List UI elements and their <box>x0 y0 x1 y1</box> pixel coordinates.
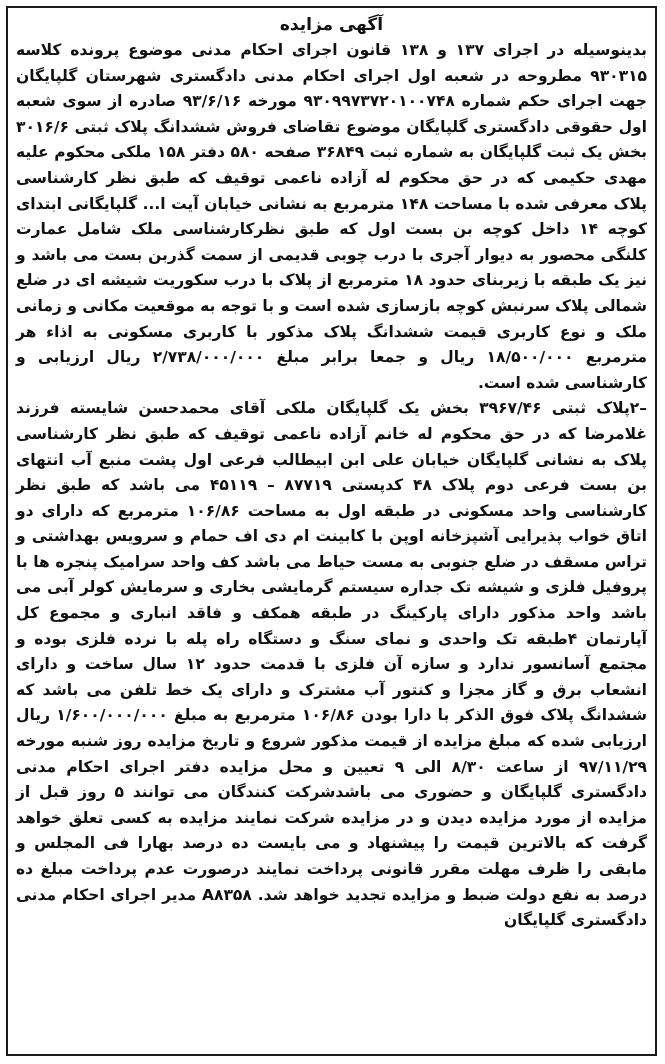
notice-paragraph-1: بدینوسیله در اجرای ۱۳۷ و ۱۳۸ قانون اجرای احکام مدنی موضوع پرونده کلاسه ۹۳۰۳۱۵ مطروحه در شعبه اول اجرای احکام مدنی دادگستری شهرستان گلپایگان جهت اجرای حکم شماره ۹۳۰۹۹۷۳۷۲۰۱۰۰۷۴۸ مورخه ۹۳/۶/۱۶ صادره از سوی شعبه اول حقوقی دادگستری گلپایگان موضوع تقاضای فروش ششدانگ پلاک ثبتی ۳۰۱۶/۶ بخش یک ثبت گلپایگان به شماره ثبت ۳۶۸۴۹ صفحه ۵۸۰ دفتر ۱۵۸ ملکی محکوم علیه مهدی حکیمی که در حق محکوم له آزاده ناعمی توقیف که طبق نظر کارشناسی پلاک معرفی شده با مساحت ۱۴۸ مترمربع به نشانی خیابان آیت ا... گلپایگانی ابتدای کوچه ۱۴ داخل کوچه بن بست اول که طبق نظرکارشناسی ملک شامل عمارت کلنگی محصور به دیوار آجری با درب چوبی قدیمی از سمت گذربن بست می باشد و نیز یک طبقه با زیربنای حدود ۱۸ مترمربع از پلاک با درب سکوریت شیشه ای در ضلع شمالی پلاک سرنبش کوچه بازسازی شده است و با توجه به موقعیت مکانی و زمانی ملک و نوع کاربری قیمت ششدانگ پلاک مذکور با کاربری مسکونی به اذاء هر مترمربع ۱۸/۵۰۰/۰۰۰ ریال و جمعا برابر مبلغ ۲/۷۳۸/۰۰۰/۰۰۰ ریال ارزیابی و کارشناسی شده است. <box>16 41 648 392</box>
notice-paragraph-2: –۲پلاک ثبتی ۳۹۶۷/۴۶ بخش یک گلپایگان ملکی آقای محمدحسن شایسته فرزند غلامرضا که در حق محکوم له خانم آزاده ناعمی توقیف که طبق نظر کارشناسی پلاک به نشانی گلپایگان خیابان علی ابن ابیطالب فرعی اول پشت منبع آب انتهای بن بست فرعی دوم پلاک ۴۸ کدپستی ۸۷۷۱۹ – ۴۵۱۱۹ می باشد که طبق نظر کارشناسی واحد مسکونی در طبقه اول به مساحت ۱۰۶/۸۶ مترمربع که دارای دو اتاق خواب پذیرایی آشپزخانه اوپن با کابینت ام دی اف حمام و سرویس بهداشتی و تراس مسقف در ضلع جنوبی به مست حیاط می باشد کف واحد سرامیک پنجره ها با پروفیل فلزی و شیشه تک جداره سیستم گرمایشی بخاری و سرمایش کولر آبی می باشد واحد مذکور دارای پارکینگ در طبقه همکف و فاقد انباری و مجموع کل آپارتمان ۴طبقه تک واحدی و نمای سنگ و دستگاه راه پله با نرده فلزی بوده و مجتمع آسانسور ندارد و سازه آن فلزی با قدمت حدود ۱۲ سال ساخت و دارای انشعاب برق و گاز مجزا و کنتور آب مشترک و دارای یک خط تلفن می باشد که ششدانگ پلاک فوق الذکر با دارا بودن ۱۰۶/۸۶ مترمربع به مبلغ ۱/۶۰۰/۰۰۰/۰۰۰ ریال ارزیابی شده که مبلغ مزایده از قیمت مذکور شروع و تاریخ مزایده روز شنبه مورخه ۹۷/۱۱/۲۹ از ساعت ۸/۳۰ الی ۹ تعیین و محل مزایده دفتر اجرای احکام مدنی دادگستری گلپایگان و حضوری می باشدشرکت کنندگان می توانند ۵ روز قبل از مزایده از مورد مزایده دیدن و در مزایده شرکت نمایند مزایده به کسی تعلق خواهد گرفت که بالاترین قیمت را پیشنهاد و می بایست ده درصد بهارا فی المجلس و مابقی را ظرف مهلت مقرر قانونی پرداخت نمایند درصورت عدم پرداخت مبلغ ده درصد به نفع دولت ضبط و مزایده تجدید خواهد شد. A۸۳۵۸ مدیر اجرای احکام مدنی دادگستری گلپایگان <box>16 399 647 930</box>
auction-notice <box>6 6 657 1056</box>
notice-title: آگهی مزایده <box>279 15 384 35</box>
